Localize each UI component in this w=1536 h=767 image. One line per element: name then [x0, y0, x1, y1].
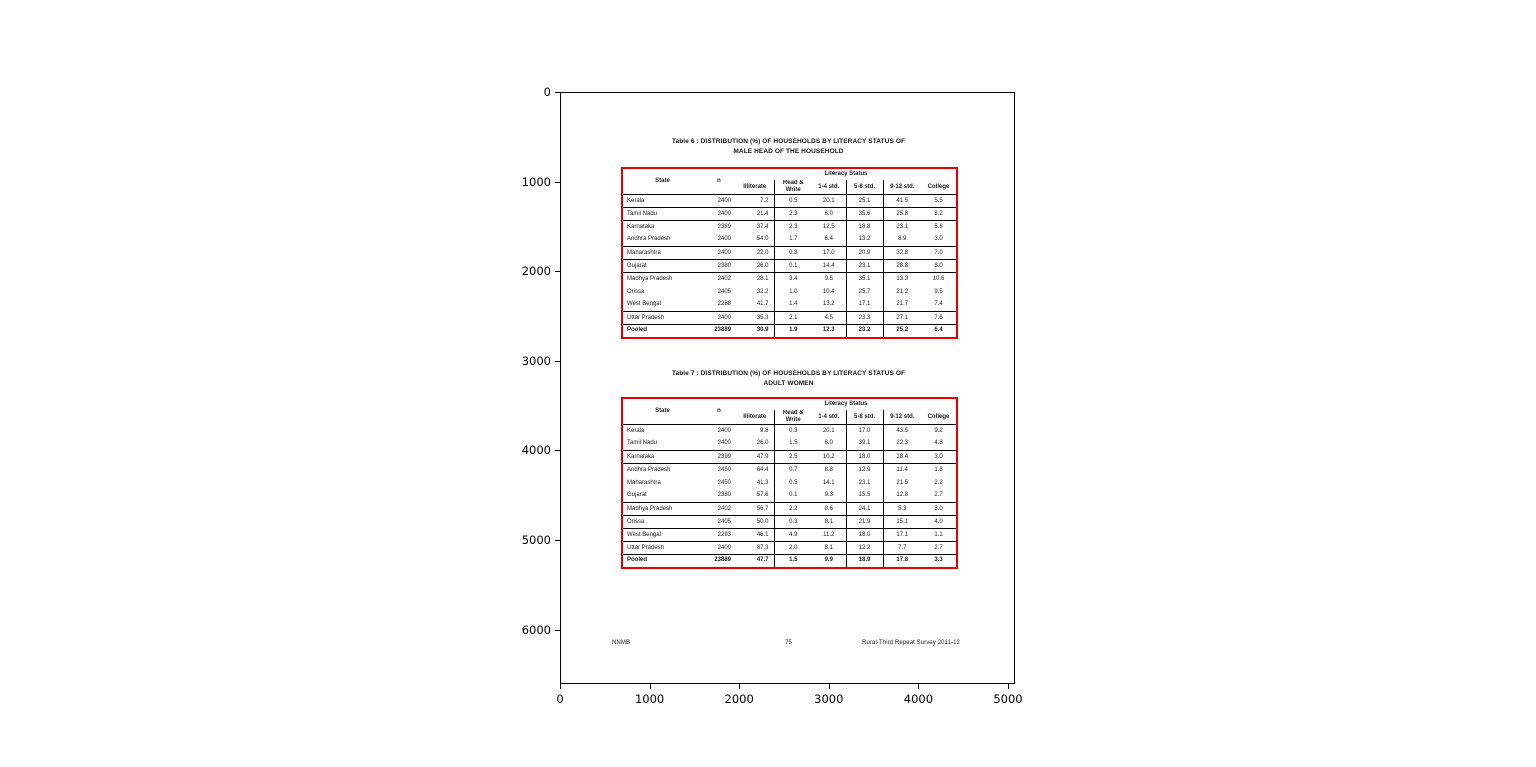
table-cell: 3.0	[921, 503, 957, 516]
table-cell: 39.1	[846, 438, 883, 451]
table6-title	[621, 137, 956, 157]
column-header-5-8-std-: 5-8 std.	[846, 180, 883, 195]
table-cell: 0.3	[789, 427, 798, 434]
table-row	[622, 464, 957, 477]
table-cell: 56.7	[736, 503, 774, 516]
column-header-1-4-std-: 1-4 std.	[812, 180, 846, 195]
table-cell: 2405	[717, 288, 731, 295]
table6-title-line1: Table 6 : DISTRIBUTION (%) OF HOUSEHOLDS BY LITERACY STATUS OF	[671, 138, 906, 145]
literacy-table-7	[621, 397, 958, 569]
table-cell: 26.0	[736, 438, 774, 451]
table-cell: 2380	[702, 260, 736, 273]
table-cell: 6.0	[812, 438, 846, 451]
table-cell: 2450	[717, 466, 731, 473]
table-cell: 0.7	[789, 466, 798, 473]
table-cell: 3.4	[789, 275, 798, 282]
table-row	[622, 299, 957, 312]
table-cell: 7.6	[921, 312, 957, 325]
table-cell: 8.8	[812, 464, 846, 477]
table-cell: 11.4	[896, 466, 908, 473]
table-row	[622, 312, 957, 325]
table-cell: 37.4	[736, 221, 774, 234]
table-row	[622, 234, 957, 247]
column-header-illiterate: Illiterate	[736, 180, 774, 195]
y-tick-mark	[555, 182, 560, 183]
table-cell: 0.5	[774, 195, 812, 208]
footer-page-number: 75	[785, 640, 792, 646]
table-cell: 21.5	[896, 479, 909, 486]
table-cell: 7.4	[921, 299, 957, 312]
table-cell: Andhra Pradesh	[622, 234, 702, 247]
table-cell: 9.2	[934, 427, 943, 434]
table-cell: 20.9	[846, 247, 883, 260]
table-cell: 17.0	[812, 247, 846, 260]
table-cell: Andhra Pradesh	[627, 466, 671, 473]
x-tick-mark	[918, 684, 919, 689]
table-cell: 8.6	[812, 503, 846, 516]
table-cell: 2293	[702, 529, 736, 542]
table-cell: 8.2	[921, 208, 957, 221]
table-row	[622, 221, 957, 234]
state-column-header: State	[622, 168, 702, 195]
y-tick-label: 6000	[521, 622, 551, 637]
table-cell: 0.5	[789, 479, 798, 486]
table-cell: Kerala	[622, 195, 702, 208]
x-tick-mark	[1008, 684, 1009, 689]
table-cell: 8.1	[812, 516, 846, 529]
table-row	[622, 260, 957, 273]
table-cell: 18.9	[846, 555, 883, 568]
table-cell: 26.0	[736, 260, 774, 273]
y-tick-label: 2000	[521, 264, 551, 279]
table-cell: 22.0	[736, 247, 774, 260]
table-cell: Pooled	[627, 327, 648, 334]
table-cell: 7.0	[921, 247, 957, 260]
table-cell: 6.4	[812, 234, 846, 247]
table-cell: 14.1	[812, 477, 846, 490]
table-cell: 4.9	[774, 529, 812, 542]
table-cell: 35.6	[846, 208, 883, 221]
table-cell: 47.9	[736, 451, 774, 464]
x-tick-label: 2000	[724, 692, 754, 706]
table-cell: 43.5	[896, 427, 909, 434]
table-cell: 13.2	[812, 299, 846, 312]
table-cell: Uttar Pradesh	[622, 542, 702, 555]
y-tick-label: 0	[543, 85, 551, 99]
literacy-status-group-header: Literacy Status	[824, 171, 868, 177]
column-header-college: College	[921, 180, 957, 195]
table-cell: 6.0	[812, 208, 846, 221]
table-cell: West Bengal	[622, 529, 702, 542]
table-cell: 0.1	[774, 490, 812, 503]
table-cell: 32.2	[736, 286, 774, 299]
table-cell: West Bengal	[622, 299, 702, 312]
table-cell: 10.4	[812, 286, 846, 299]
table-cell: 17.1	[883, 529, 921, 542]
y-tick-label: 3000	[521, 353, 551, 368]
table-cell: 23889	[714, 327, 731, 334]
y-tick-mark	[555, 630, 560, 631]
y-tick-mark	[555, 271, 560, 272]
table-cell: 1.5	[774, 438, 812, 451]
table-cell: 4.5	[812, 312, 846, 325]
column-header-5-8-std-: 5-8 std.	[846, 410, 883, 425]
table-cell: 2.2	[774, 503, 812, 516]
table-cell: 23.1	[846, 260, 883, 273]
table-cell: 21.2	[896, 288, 909, 295]
table-cell: 3.3	[934, 557, 943, 564]
table-cell: Kerala	[627, 427, 645, 434]
table-cell: 13.3	[896, 275, 909, 282]
literacy-status-group-header: Literacy Status	[824, 401, 868, 407]
x-tick-label: 4000	[903, 692, 934, 706]
column-header-9-12-std-: 9-12 std.	[883, 410, 921, 425]
table-cell: Karnataka	[622, 451, 702, 464]
table-row	[622, 195, 957, 208]
literacy-table-6	[621, 167, 958, 339]
table-cell: 2405	[702, 516, 736, 529]
y-tick-label: 5000	[521, 533, 551, 547]
table-cell: 23889	[714, 557, 731, 564]
table-cell: 2400	[702, 234, 736, 247]
x-tick-mark	[560, 684, 561, 689]
table-cell: 27.1	[883, 312, 921, 325]
table-cell: Maharashtra	[622, 247, 702, 260]
table-cell: 0.3	[774, 516, 812, 529]
table-cell: 17.0	[846, 425, 883, 438]
column-header-college: College	[921, 410, 957, 425]
table-cell: 2380	[702, 490, 736, 503]
table-cell: 11.2	[812, 529, 846, 542]
table-cell: 1.4	[774, 299, 812, 312]
table6-title-line2: MALE HEAD OF THE HOUSEHOLD	[733, 148, 844, 155]
table-row	[622, 208, 957, 221]
table-cell: 47.7	[736, 555, 774, 568]
table7-title	[621, 369, 956, 389]
table-cell: Madhya Pradesh	[627, 275, 673, 282]
table-cell: 1.8	[934, 466, 943, 473]
table-cell: 10.2	[812, 451, 846, 464]
table-cell: 8.1	[812, 542, 846, 555]
column-header-illiterate: Illiterate	[736, 410, 774, 425]
table-cell: 2389	[717, 223, 731, 230]
table-cell: 9.9	[812, 555, 846, 568]
table-cell: 1.5	[789, 557, 798, 564]
table-cell: 24.1	[846, 503, 883, 516]
table-cell: 54.0	[736, 234, 774, 247]
table-cell: 6.4	[934, 327, 943, 334]
state-column-header: State	[622, 398, 702, 425]
table-cell: 28.1	[736, 273, 774, 286]
table-cell: 10.6	[932, 275, 945, 282]
table-cell: 20.1	[812, 425, 846, 438]
table-cell: 57.6	[736, 490, 774, 503]
table-row	[622, 542, 957, 555]
table-cell: 15.5	[846, 490, 883, 503]
table-cell: 21.9	[846, 516, 883, 529]
table-cell: 1.9	[789, 327, 798, 334]
table-cell: 2400	[702, 438, 736, 451]
table-cell: Karnataka	[627, 223, 655, 230]
table-cell: 12.9	[846, 464, 883, 477]
table-row	[622, 516, 957, 529]
table-row	[622, 425, 957, 438]
table-cell: 50.0	[736, 516, 774, 529]
table-cell: 25.2	[896, 327, 909, 334]
table-cell: Tamil Nadu	[622, 438, 702, 451]
table-cell: 17.1	[846, 299, 883, 312]
table-cell: 2450	[717, 479, 731, 486]
table-cell: 20.1	[812, 195, 846, 208]
table-cell: 13.2	[846, 234, 883, 247]
x-tick-mark	[650, 684, 651, 689]
table-cell: 2.7	[921, 490, 957, 503]
column-header-1-4-std-: 1-4 std.	[812, 410, 846, 425]
footer-right-label: Rural-Third Repeat Survey 2011-12	[862, 640, 960, 646]
table-row	[622, 325, 957, 338]
table-cell: 18.0	[846, 451, 883, 464]
table-cell: 15.1	[883, 516, 921, 529]
table-cell: 1.0	[789, 288, 798, 295]
table-cell: 8.0	[921, 260, 957, 273]
table-cell: 21.7	[883, 299, 921, 312]
y-tick-mark	[555, 361, 560, 362]
table-row	[622, 438, 957, 451]
table-cell: 23.2	[846, 325, 883, 338]
table-cell: 1.7	[774, 234, 812, 247]
table-cell: Gujarat	[622, 260, 702, 273]
table-cell: 7.7	[883, 542, 921, 555]
table-cell: 12.8	[883, 490, 921, 503]
table7-title-line1: Table 7 : DISTRIBUTION (%) OF HOUSEHOLDS BY LITERACY STATUS OF	[671, 370, 906, 377]
table-cell: 25.1	[846, 195, 883, 208]
table-cell: 0.1	[774, 260, 812, 273]
column-header-read-write: Read & Write	[774, 180, 812, 195]
x-tick-mark	[739, 684, 740, 689]
table-cell: 2.3	[789, 223, 798, 230]
table-cell: 4.0	[921, 516, 957, 529]
x-tick-label: 5000	[993, 692, 1023, 706]
table-cell: 64.4	[736, 464, 774, 477]
table-cell: 2400	[702, 208, 736, 221]
table-cell: 9.8	[736, 425, 774, 438]
table-cell: 21.4	[736, 208, 774, 221]
table-cell: 2400	[702, 247, 736, 260]
table-cell: 14.4	[812, 260, 846, 273]
table-row	[622, 555, 957, 568]
table-cell: Pooled	[627, 557, 648, 564]
table-cell: 35.1	[846, 273, 883, 286]
x-tick-mark	[829, 684, 830, 689]
table-row	[622, 451, 957, 464]
table-row	[622, 490, 957, 503]
table-cell: Tamil Nadu	[622, 208, 702, 221]
table-cell: 2400	[702, 312, 736, 325]
table-cell: 5.8	[934, 223, 943, 230]
table-cell: Gujarat	[622, 490, 702, 503]
table-row	[622, 529, 957, 542]
table-row	[622, 247, 957, 260]
y-tick-mark	[555, 450, 560, 451]
table-cell: Madhya Pradesh	[622, 503, 702, 516]
table-cell: 2288	[702, 299, 736, 312]
table-cell: 22.3	[883, 438, 921, 451]
table-cell: 18.0	[846, 529, 883, 542]
table-row	[622, 273, 957, 286]
table-cell: Orissa	[622, 516, 702, 529]
column-header-read-write: Read & Write	[774, 410, 812, 425]
y-tick-mark	[555, 92, 560, 93]
table-cell: 41.7	[736, 299, 774, 312]
table-cell: 35.3	[736, 312, 774, 325]
table-cell: 2400	[702, 195, 736, 208]
table-cell: 9.5	[934, 288, 943, 295]
table-cell: 8.9	[883, 234, 921, 247]
table-cell: Orissa	[627, 288, 645, 295]
x-tick-label: 1000	[634, 692, 665, 706]
footer-left-label: NNMB	[612, 640, 631, 646]
table-cell: 7.2	[736, 195, 774, 208]
table-cell: 2.2	[934, 479, 943, 486]
table-cell: 23.1	[896, 223, 909, 230]
table-cell: 2400	[702, 542, 736, 555]
x-tick-label: 0	[556, 692, 564, 706]
table-cell: 2.5	[774, 451, 812, 464]
table-cell: 0.8	[774, 247, 812, 260]
table-cell: 17.8	[896, 557, 909, 564]
table-cell: 2.7	[921, 542, 957, 555]
table-cell: 3.0	[921, 234, 957, 247]
table-cell: 2.3	[774, 208, 812, 221]
y-tick-label: 4000	[521, 443, 551, 458]
table-cell: 25.7	[846, 286, 883, 299]
table-cell: 3.0	[921, 451, 957, 464]
n-column-header: n	[702, 398, 736, 425]
table-cell: Uttar Pradesh	[622, 312, 702, 325]
x-tick-label: 3000	[814, 692, 844, 706]
table-row	[622, 503, 957, 516]
table-cell: 41.3	[736, 477, 774, 490]
table-cell: 32.8	[883, 247, 921, 260]
table-cell: 30.9	[736, 325, 774, 338]
table-cell: 12.3	[812, 325, 846, 338]
table-cell: 67.3	[736, 542, 774, 555]
table-cell: 23.1	[846, 477, 883, 490]
n-column-header: n	[702, 168, 736, 195]
table-cell: Maharashtra	[627, 479, 661, 486]
table-cell: 5.5	[921, 195, 957, 208]
table-cell: 12.5	[812, 221, 846, 234]
y-tick-mark	[555, 540, 560, 541]
table-cell: 23.3	[846, 312, 883, 325]
table-cell: 25.8	[883, 208, 921, 221]
table-cell: 18.4	[883, 451, 921, 464]
table-cell: 9.5	[812, 273, 846, 286]
table-cell: 2400	[717, 427, 731, 434]
table-cell: 41.5	[883, 195, 921, 208]
table-cell: 1.1	[921, 529, 957, 542]
table-cell: 2.0	[774, 542, 812, 555]
table-cell: 5.3	[883, 503, 921, 516]
table-cell: 2.1	[774, 312, 812, 325]
table-cell: 46.1	[736, 529, 774, 542]
table-cell: 2399	[702, 451, 736, 464]
table-cell: 2402	[702, 503, 736, 516]
table-cell: 18.8	[846, 221, 883, 234]
table7-title-line2: ADULT WOMEN	[763, 380, 814, 387]
table-row	[622, 286, 957, 299]
table-cell: 12.2	[846, 542, 883, 555]
table-cell: 9.3	[812, 490, 846, 503]
table-row	[622, 477, 957, 490]
table-cell: 2402	[717, 275, 731, 282]
y-tick-label: 1000	[521, 174, 551, 189]
table-cell: 28.8	[883, 260, 921, 273]
table-cell: 4.8	[921, 438, 957, 451]
column-header-9-12-std-: 9-12 std.	[883, 180, 921, 195]
